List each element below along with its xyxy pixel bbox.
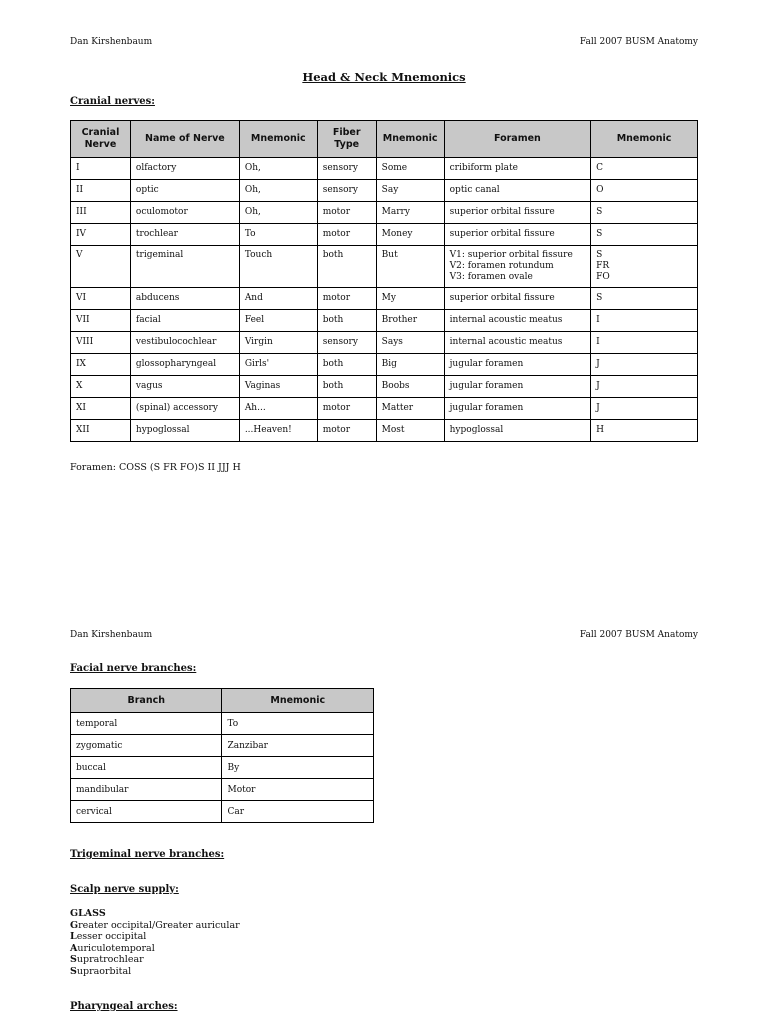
table-cell: superior orbital fissure [444, 224, 591, 246]
list-item [70, 954, 240, 966]
table-cell: internal acoustic meatus [444, 332, 591, 354]
table-cell: Brother [376, 310, 444, 332]
list-item-initial: L [70, 931, 77, 942]
table-cell: glossopharyngeal [130, 354, 239, 376]
table-cell: V1: superior orbital fissure V2: foramen rotundum V3: foramen ovale [444, 246, 591, 288]
table-cell: Zanzibar [222, 735, 374, 757]
table-cell: Girls' [239, 354, 317, 376]
table-cell: S [591, 224, 698, 246]
table-cell: Virgin [239, 332, 317, 354]
cranial-nerves-body [71, 158, 698, 442]
table-cell: optic canal [444, 180, 591, 202]
table-cell: Ah... [239, 398, 317, 420]
table-row [71, 310, 698, 332]
table-cell: motor [317, 224, 376, 246]
table-cell: J [591, 354, 698, 376]
header-author: Dan Kirshenbaum [70, 37, 153, 47]
table-cell: X [71, 376, 131, 398]
page-title: Head & Neck Mnemonics [302, 70, 466, 84]
table-cell: I [71, 158, 131, 180]
table-cell: S [591, 202, 698, 224]
table-cell: I [591, 310, 698, 332]
table-row [71, 332, 698, 354]
table-cell: But [376, 246, 444, 288]
table-cell: temporal [71, 713, 222, 735]
table-cell: IX [71, 354, 131, 376]
table-cell: Says [376, 332, 444, 354]
list-item-initial: S [70, 965, 77, 977]
pharyngeal-heading: Pharyngeal arches: [70, 1001, 178, 1012]
table-cell: cervical [71, 801, 222, 823]
list-item-text: upraorbital [76, 965, 132, 977]
table-cell: VI [71, 288, 131, 310]
table-cell: sensory [317, 180, 376, 202]
header-course: Fall 2007 BUSM Anatomy [579, 37, 698, 47]
table-cell: both [317, 376, 376, 398]
table-header: Mnemonic [376, 121, 444, 158]
table-cell: olfactory [130, 158, 239, 180]
table-cell: trochlear [130, 224, 239, 246]
table-cell: Oh, [239, 180, 317, 202]
table-header: Foramen [444, 121, 591, 158]
list-item-initial: S [70, 954, 77, 965]
table-cell: facial [130, 310, 239, 332]
list-item-text: upratrochlear [76, 954, 144, 965]
table-row [71, 246, 698, 288]
table-cell: both [317, 310, 376, 332]
list-item [70, 920, 240, 932]
table-cell: VII [71, 310, 131, 332]
table-cell: Most [376, 420, 444, 442]
table-cell: O [591, 180, 698, 202]
table-cell: S FR FO [591, 246, 698, 288]
table-cell: ...Heaven! [239, 420, 317, 442]
facial-branches-body [71, 713, 374, 823]
table-cell: IV [71, 224, 131, 246]
table-cell: cribiform plate [444, 158, 591, 180]
table-cell: oculomotor [130, 202, 239, 224]
table-cell: motor [317, 420, 376, 442]
table-cell: both [317, 354, 376, 376]
table-row [71, 713, 374, 735]
table-cell: vagus [130, 376, 239, 398]
table-header: Mnemonic [222, 689, 374, 713]
facial-nerve-heading: Facial nerve branches: [70, 663, 197, 674]
list-item-text: esser occipital [76, 931, 147, 942]
table-cell: Some [376, 158, 444, 180]
table-cell: My [376, 288, 444, 310]
list-item [70, 931, 240, 943]
foramen-note: Foramen: COSS (S FR FO)S II JJJ H [70, 462, 241, 473]
scalp-mnemonic: GLASS [70, 908, 106, 919]
table-header: Mnemonic [239, 121, 317, 158]
table-cell: both [317, 246, 376, 288]
table-cell: Vaginas [239, 376, 317, 398]
list-item-text: uriculotemporal [77, 942, 155, 954]
table-cell: abducens [130, 288, 239, 310]
list-item [70, 943, 240, 955]
table-cell: hypoglossal [444, 420, 591, 442]
table-cell: XII [71, 420, 131, 442]
cranial-nerves-heading: Cranial nerves: [70, 96, 155, 107]
table-row [71, 202, 698, 224]
list-item-initial: G [70, 919, 79, 931]
table-cell: zygomatic [71, 735, 222, 757]
table-cell: Matter [376, 398, 444, 420]
table-cell: By [222, 757, 374, 779]
table-row [71, 779, 374, 801]
table-cell: J [591, 376, 698, 398]
table-row [71, 158, 698, 180]
table-cell: III [71, 202, 131, 224]
table-row [71, 801, 374, 823]
trigeminal-heading: Trigeminal nerve branches: [70, 849, 225, 860]
header-course: Fall 2007 BUSM Anatomy [579, 630, 698, 640]
table-cell: S [591, 288, 698, 310]
table-cell: V [71, 246, 131, 288]
table-cell: vestibulocochlear [130, 332, 239, 354]
table-cell: motor [317, 398, 376, 420]
list-item-text: reater occipital/Greater auricular [78, 919, 240, 931]
table-row [71, 180, 698, 202]
table-cell: Big [376, 354, 444, 376]
table-cell: superior orbital fissure [444, 288, 591, 310]
table-cell: And [239, 288, 317, 310]
table-row [71, 376, 698, 398]
scalp-mnemonic-list [70, 908, 240, 977]
table-cell: To [222, 713, 374, 735]
cranial-nerves-table [70, 120, 698, 442]
table-cell: jugular foramen [444, 354, 591, 376]
table-cell: Money [376, 224, 444, 246]
table-row [71, 398, 698, 420]
table-cell: Motor [222, 779, 374, 801]
table-cell: Car [222, 801, 374, 823]
table-cell: motor [317, 202, 376, 224]
table-cell: Say [376, 180, 444, 202]
table-cell: II [71, 180, 131, 202]
table-row [71, 224, 698, 246]
table-cell: motor [317, 288, 376, 310]
table-cell: internal acoustic meatus [444, 310, 591, 332]
table-cell: VIII [71, 332, 131, 354]
table-cell: hypoglossal [130, 420, 239, 442]
table-cell: superior orbital fissure [444, 202, 591, 224]
table-cell: Oh, [239, 202, 317, 224]
table-cell: J [591, 398, 698, 420]
table-cell: buccal [71, 757, 222, 779]
table-header: Name of Nerve [130, 121, 239, 158]
table-header: Fiber Type [317, 121, 376, 158]
facial-branches-table [70, 688, 374, 823]
table-cell: jugular foramen [444, 398, 591, 420]
table-row [71, 354, 698, 376]
list-item-initial: A [70, 942, 78, 954]
table-row [71, 288, 698, 310]
table-cell: (spinal) accessory [130, 398, 239, 420]
list-item [70, 966, 240, 978]
table-row [71, 420, 698, 442]
table-cell: Oh, [239, 158, 317, 180]
table-cell: Feel [239, 310, 317, 332]
table-cell: Marry [376, 202, 444, 224]
table-cell: Touch [239, 246, 317, 288]
table-cell: C [591, 158, 698, 180]
table-row [71, 735, 374, 757]
table-cell: trigeminal [130, 246, 239, 288]
table-cell: mandibular [71, 779, 222, 801]
table-row [71, 757, 374, 779]
table-cell: I [591, 332, 698, 354]
header-author: Dan Kirshenbaum [70, 630, 153, 640]
table-cell: XI [71, 398, 131, 420]
table-header: Cranial Nerve [71, 121, 131, 158]
table-header: Branch [71, 689, 222, 713]
table-cell: H [591, 420, 698, 442]
table-cell: To [239, 224, 317, 246]
table-header: Mnemonic [591, 121, 698, 158]
scalp-heading: Scalp nerve supply: [70, 884, 179, 895]
table-cell: optic [130, 180, 239, 202]
table-cell: Boobs [376, 376, 444, 398]
table-cell: jugular foramen [444, 376, 591, 398]
table-cell: sensory [317, 158, 376, 180]
table-cell: sensory [317, 332, 376, 354]
